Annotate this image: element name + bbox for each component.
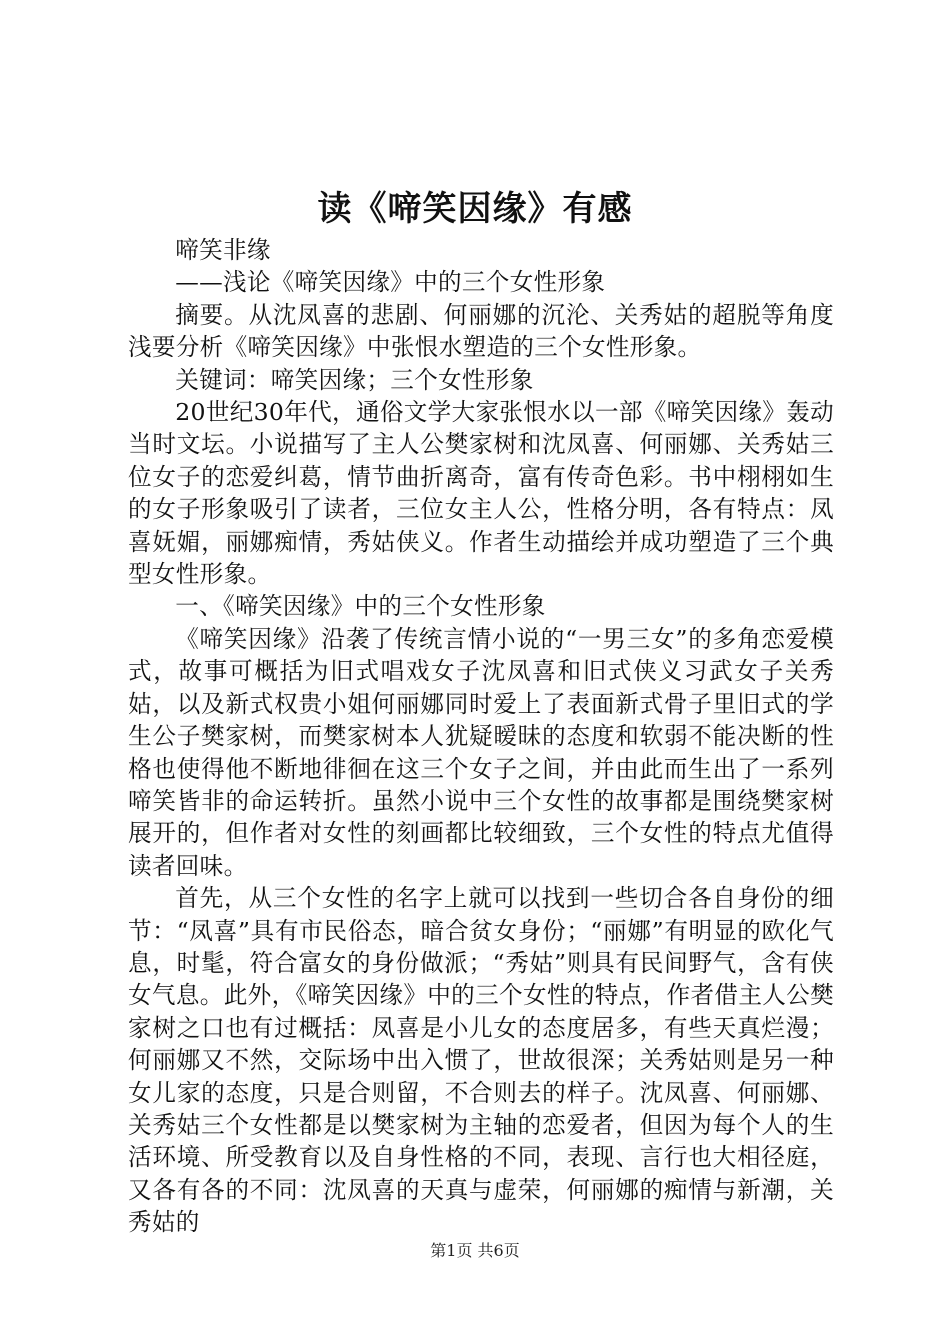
- body-paragraph: 首先，从三个女性的名字上就可以找到一些切合各自身份的细节：“凤喜”具有市民俗态，暗合贫女身份；“丽娜”有明显的欧化气息，时髦，符合富女的身份做派；“秀姑”则具有民间野气，含有侠女气息。此外，《啼笑因缘》中的三个女性的特点，作者借主人公樊家树之口也有过概括：凤喜是小儿女的态度居多，有些天真烂漫；何丽娜又不然，交际场中出入惯了，世故很深；关秀姑则是另一种女儿家的态度，只是合则留，不合则去的样子。沈凤喜、何丽娜、关秀姑三个女性都是以樊家树为主轴的恋爱者，但因为每个人的生活环境、所受教育以及自身性格的不同，表现、言行也大相径庭，又各有各的不同：沈凤喜的天真与虚荣，何丽娜的痴情与新潮，关秀姑的: [128, 884, 834, 1237]
- body-paragraph: 啼笑非缘: [175, 236, 271, 264]
- body-paragraph: 20世纪30年代，通俗文学大家张恨水以一部《啼笑因缘》轰动当时文坛。小说描写了主人公樊家树和沈凤喜、何丽娜、关秀姑三位女子的恋爱纠葛，情节曲折离奇，富有传奇色彩。书中栩栩如生的女子形象吸引了读者，三位女主人公，性格分明，各有特点：凤喜妩媚，丽娜痴情，秀姑侠义。作者生动描绘并成功塑造了三个典型女性形象。: [128, 398, 834, 589]
- body-paragraph: 关键词：啼笑因缘；三个女性形象: [175, 365, 534, 394]
- body-paragraph: 一、《啼笑因缘》中的三个女性形象: [175, 592, 546, 621]
- body-paragraph: 摘要。从沈凤喜的悲剧、何丽娜的沉沦、关秀姑的超脱等角度浅要分析《啼笑因缘》中张恨水塑造的三个女性形象。: [128, 300, 834, 362]
- document-title: 读《啼笑因缘》有感: [317, 189, 633, 229]
- body-paragraph: 《啼笑因缘》沿袭了传统言情小说的“一男三女”的多角恋爱模式，故事可概括为旧式唱戏女子沈凤喜和旧式侠义习武女子关秀姑，以及新式权贵小姐何丽娜同时爱上了表面新式骨子里旧式的学生公子樊家树，而樊家树本人犹疑暧昧的态度和软弱不能决断的性格也使得他不断地徘徊在这三个女子之间，并由此而生出了一系列啼笑皆非的命运转折。虽然小说中三个女性的故事都是围绕樊家树展开的，但作者对女性的刻画都比较细致，三个女性的特点尤值得读者回味。: [128, 624, 834, 880]
- page-footer: 第1页 共6页: [430, 1241, 520, 1260]
- document-body: [128, 234, 834, 1239]
- body-paragraph: ——浅论《啼笑因缘》中的三个女性形象: [175, 268, 606, 297]
